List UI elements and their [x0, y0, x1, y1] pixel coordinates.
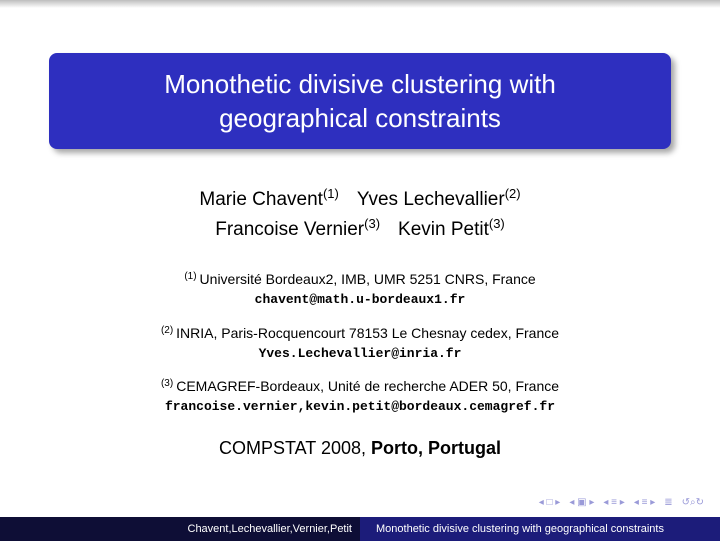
title-line-1: Monothetic divisive clustering with: [164, 69, 556, 99]
footer-authors: Chavent,Lechevallier,Vernier,Petit: [0, 517, 360, 541]
title-line-2: geographical constraints: [219, 103, 501, 133]
author-name: Francoise Vernier: [215, 219, 365, 240]
affiliation-3: [0, 378, 720, 394]
conference-line: [0, 438, 720, 459]
affiliation-sup: (1): [184, 271, 197, 282]
affiliation-text: INRIA, Paris-Rocquencourt 78153 Le Chesnay cedex, France: [176, 325, 560, 341]
affiliation-sup: (3): [160, 378, 174, 389]
nav-first-icon[interactable]: ◂ □ ▸: [538, 497, 561, 508]
author-sup: (3): [364, 216, 381, 231]
nav-section-icon[interactable]: ◂ ≡ ▸: [633, 497, 656, 508]
authors-line-1: [0, 186, 720, 211]
affiliation-sup: (2): [160, 325, 174, 336]
top-shade: [0, 0, 720, 8]
affiliation-2: [0, 325, 720, 341]
authors-line-2: [0, 216, 720, 241]
footer-title: Monothetic divisive clustering with geographical constraints: [360, 517, 720, 541]
conference-place: Porto, Portugal: [371, 438, 502, 458]
nav-frame-icon[interactable]: ◂ ▣ ▸: [569, 497, 595, 508]
author-sup: (1): [322, 186, 339, 201]
affiliation-email-2: Yves.Lechevallier@inria.fr: [258, 346, 462, 361]
author-name: Kevin Petit: [398, 219, 489, 240]
author-sup: (2): [504, 186, 521, 201]
author-name: Marie Chavent: [199, 189, 323, 210]
affiliation-text: Université Bordeaux2, IMB, UMR 5251 CNRS, France: [199, 271, 536, 287]
title-box: [49, 53, 671, 149]
navigation-bar: [539, 497, 710, 508]
affiliation-email-1: chavent@math.u-bordeaux1.fr: [254, 292, 466, 307]
author-sup: (3): [488, 216, 505, 231]
author-name: Yves Lechevallier: [356, 189, 505, 210]
nav-subsection-icon[interactable]: ◂ ≡ ▸: [603, 497, 625, 508]
nav-align-icon[interactable]: ≣: [664, 497, 673, 508]
nav-search-icon[interactable]: ↺⌕↻: [681, 497, 704, 508]
affiliation-1: [0, 271, 720, 287]
footer: [0, 517, 720, 541]
affiliation-email-3: francoise.vernier,kevin.petit@bordeaux.cemagref.fr: [164, 399, 556, 414]
affiliation-text: CEMAGREF-Bordeaux, Unité de recherche ADER 50, France: [176, 378, 560, 394]
conference-name: COMPSTAT 2008,: [218, 438, 372, 458]
